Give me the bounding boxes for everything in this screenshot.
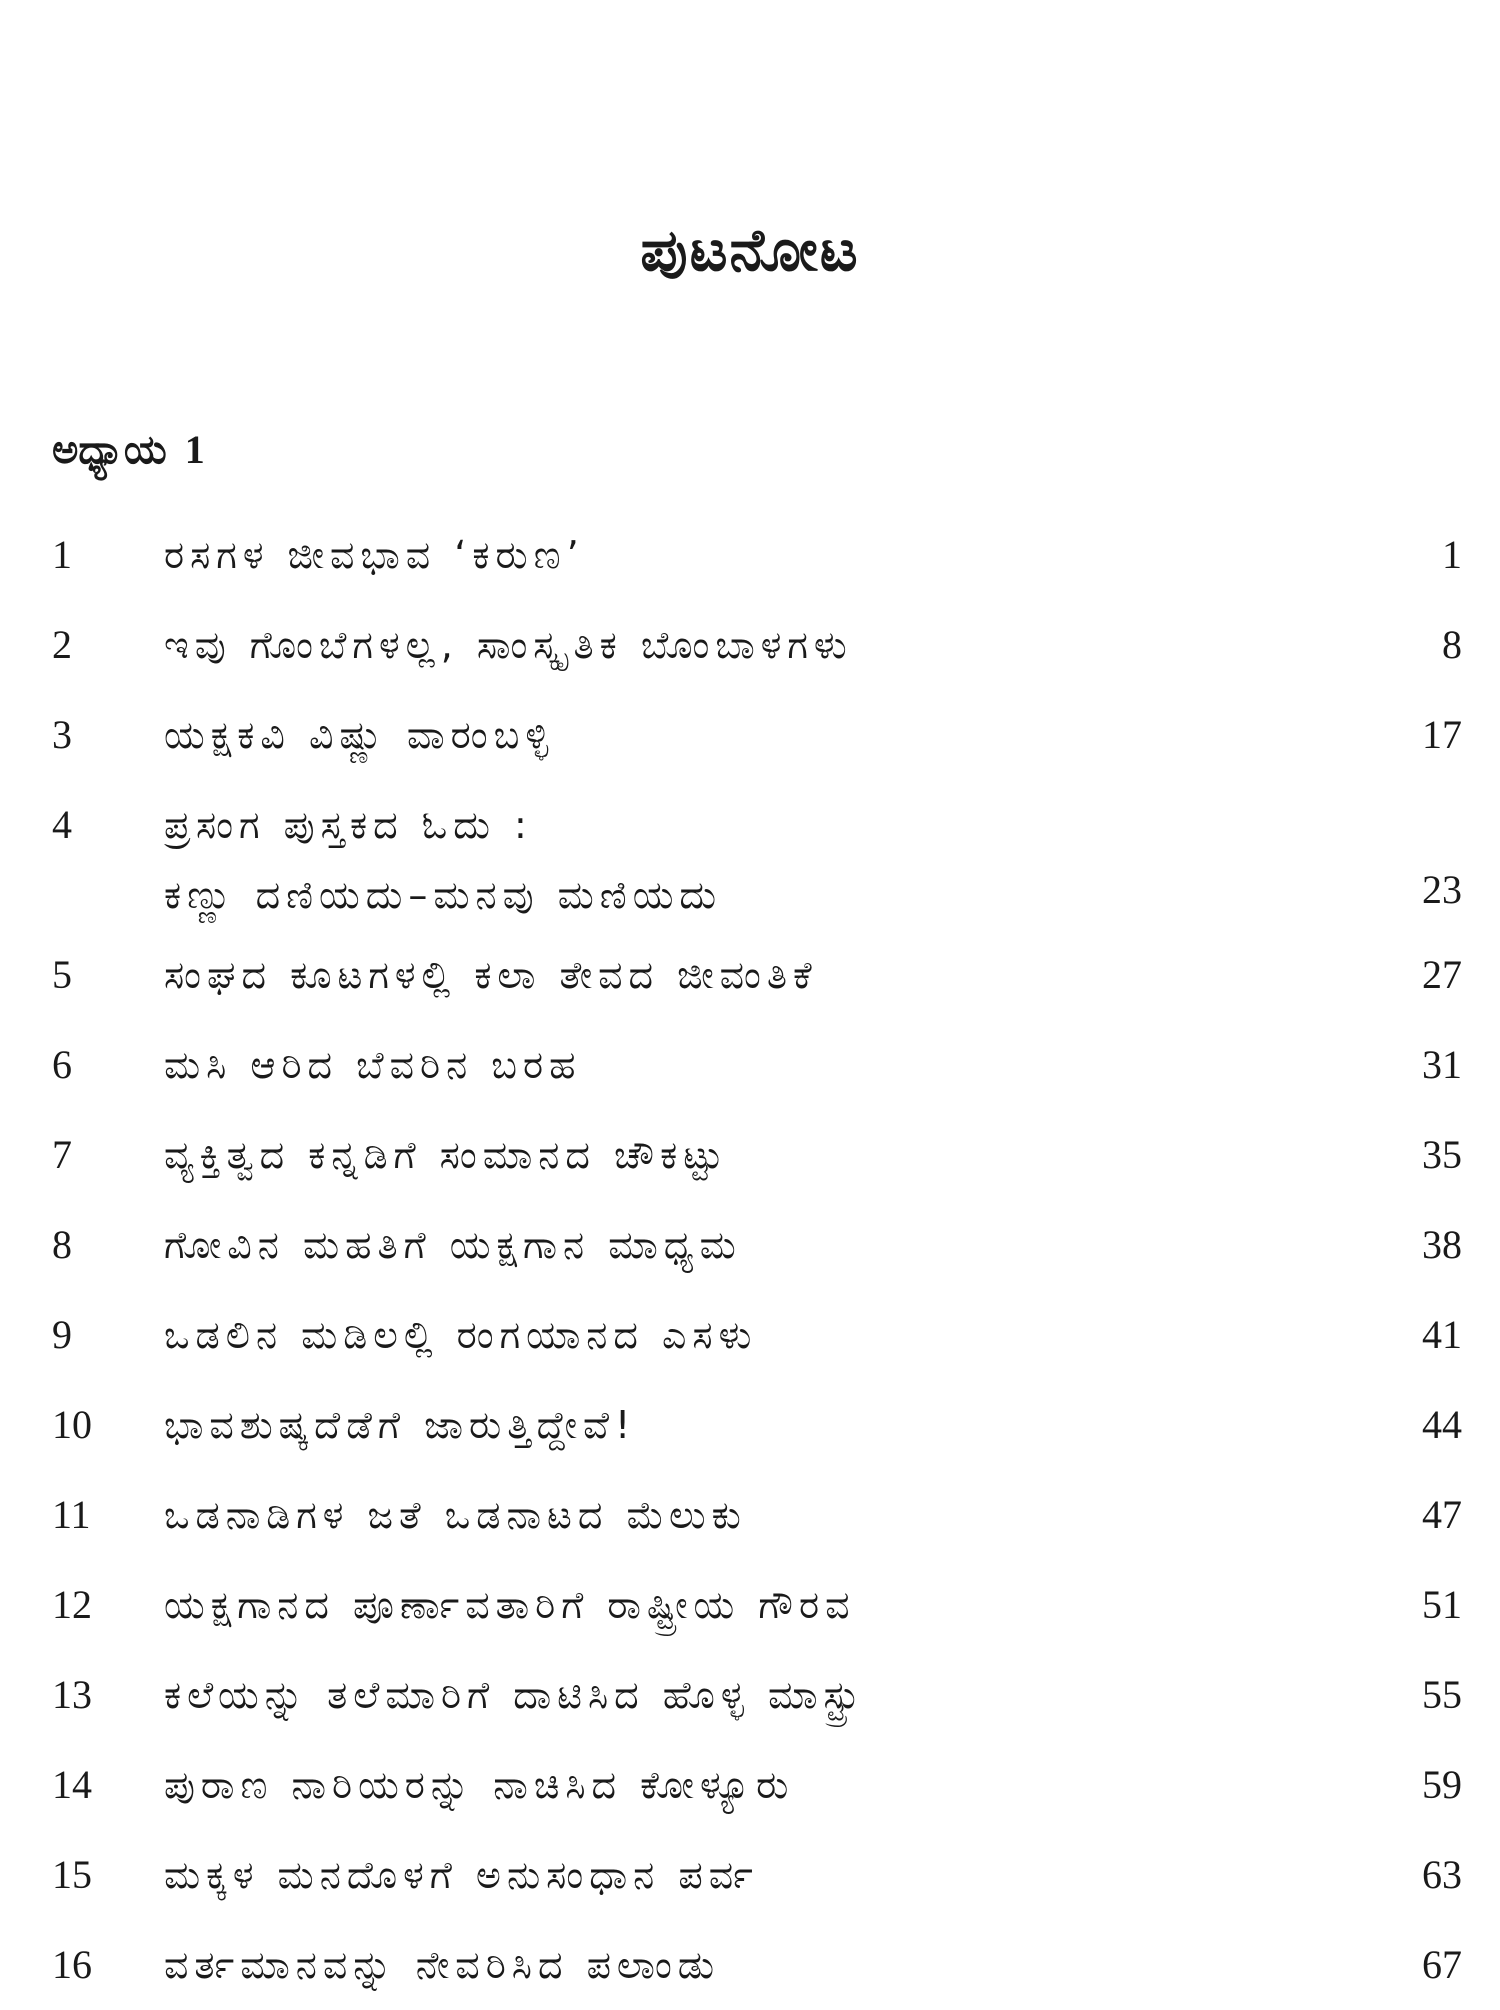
entry-page: 17 [1422,712,1462,757]
toc-entry-8[interactable] [52,1200,1462,1290]
toc-entry-3[interactable] [52,690,1462,780]
entry-page: 27 [1422,952,1462,997]
entry-title: ಒಡನಾಡಿಗಳ ಜತೆ ಒಡನಾಟದ ಮೆಲುಕು [164,1493,747,1537]
entry-title: ಇವು ಗೊಂಬೆಗಳಲ್ಲ, ಸಾಂಸ್ಕೃತಿಕ ಬೊಂಬಾಳಗಳು [164,623,853,667]
entry-title-line-1: ಪ್ರಸಂಗ ಪುಸ್ತಕದ ಓದು : [164,803,533,847]
entry-number: 14 [52,1762,92,1807]
entry-number: 16 [52,1942,92,1987]
entry-page: 51 [1422,1582,1462,1627]
entry-title: ಯಕ್ಷಕವಿ ವಿಷ್ಣು ವಾರಂಬಳ್ಳಿ [164,713,555,757]
toc-entry-1[interactable] [52,510,1462,600]
toc-entry-6[interactable] [52,1020,1462,1110]
entry-number: 3 [52,712,72,757]
entry-page: 31 [1422,1042,1462,1087]
entry-page: 55 [1422,1672,1462,1717]
entry-page: 63 [1422,1852,1462,1897]
entry-title [164,780,1462,930]
entry-title: ವ್ಯಕ್ತಿತ್ವದ ಕನ್ನಡಿಗೆ ಸಂಮಾನದ ಚೌಕಟ್ಟು [164,1133,729,1177]
entry-title: ಗೋವಿನ ಮಹತಿಗೆ ಯಕ್ಷಗಾನ ಮಾಧ್ಯಮ [164,1223,742,1267]
toc-entry-14[interactable] [52,1740,1462,1830]
entry-page: 59 [1422,1762,1462,1807]
entry-number: 2 [52,622,72,667]
toc-entry-4[interactable] [52,780,1462,930]
entry-title: ಸಂಘದ ಕೂಟಗಳಲ್ಲಿ ಕಲಾ ತೇವದ ಜೀವಂತಿಕೆ [164,953,818,997]
toc-entry-10[interactable] [52,1380,1462,1470]
entry-number: 6 [52,1042,72,1087]
toc-list [52,510,1462,2010]
toc-entry-11[interactable] [52,1470,1462,1560]
entry-number: 8 [52,1222,72,1267]
entry-page: 1 [1442,532,1462,577]
entry-number: 12 [52,1582,92,1627]
entry-page: 8 [1442,622,1462,667]
entry-title: ಭಾವಶುಷ್ಕದೆಡೆಗೆ ಜಾರುತ್ತಿದ್ದೇವೆ! [164,1403,637,1447]
entry-page: 35 [1422,1132,1462,1177]
entry-page: 23 [1422,867,1462,912]
entry-title: ಯಕ್ಷಗಾನದ ಪೂರ್ಣಾವತಾರಿಗೆ ರಾಷ್ಟ್ರೀಯ ಗೌರವ [164,1583,856,1627]
chapter-heading [52,420,205,480]
entry-title: ರಸಗಳ ಜೀವಭಾವ ‘ಕರುಣ’ [164,533,585,577]
entry-title: ಒಡಲಿನ ಮಡಿಲಲ್ಲಿ ರಂಗಯಾನದ ಎಸಳು [164,1313,758,1357]
toc-entry-13[interactable] [52,1650,1462,1740]
entry-number: 5 [52,952,72,997]
chapter-label: ಅಧ್ಯಾಯ [52,427,167,473]
entry-number: 11 [52,1492,91,1537]
toc-entry-2[interactable] [52,600,1462,690]
entry-page: 41 [1422,1312,1462,1357]
entry-title: ಮಸಿ ಆರಿದ ಬೆವರಿನ ಬರಹ [164,1043,582,1087]
entry-number: 1 [52,532,72,577]
toc-entry-16[interactable] [52,1920,1462,2010]
entry-number: 9 [52,1312,72,1357]
entry-title: ವರ್ತಮಾನವನ್ನು ನೇವರಿಸಿದ ಪಲಾಂಡು [164,1943,721,1987]
toc-entry-12[interactable] [52,1560,1462,1650]
entry-number: 7 [52,1132,72,1177]
entry-title: ಮಕ್ಕಳ ಮನದೊಳಗೆ ಅನುಸಂಧಾನ ಪರ್ವ [164,1853,759,1897]
entry-page: 38 [1422,1222,1462,1267]
entry-number: 13 [52,1672,92,1717]
entry-number: 4 [52,802,72,847]
toc-entry-15[interactable] [52,1830,1462,1920]
toc-entry-5[interactable] [52,930,1462,1020]
toc-entry-9[interactable] [52,1290,1462,1380]
entry-page: 67 [1422,1942,1462,1987]
entry-title-line-2: ಕಣ್ಣು ದಣಿಯದು–ಮನವು ಮಣಿಯದು [164,873,723,917]
entry-title: ಕಲೆಯನ್ನು ತಲೆಮಾರಿಗೆ ದಾಟಿಸಿದ ಹೊಳ್ಳ ಮಾಸ್ಟ್ರು [164,1673,866,1717]
entry-number: 15 [52,1852,92,1897]
entry-page: 44 [1422,1402,1462,1447]
entry-title: ಪುರಾಣ ನಾರಿಯರನ್ನು ನಾಚಿಸಿದ ಕೋಳ್ಯೂರು [164,1763,795,1807]
page-title: ಪುಟನೋಟ [640,216,860,284]
entry-page: 47 [1422,1492,1462,1537]
toc-entry-7[interactable] [52,1110,1462,1200]
entry-number: 10 [52,1402,92,1447]
chapter-number: 1 [184,427,205,472]
